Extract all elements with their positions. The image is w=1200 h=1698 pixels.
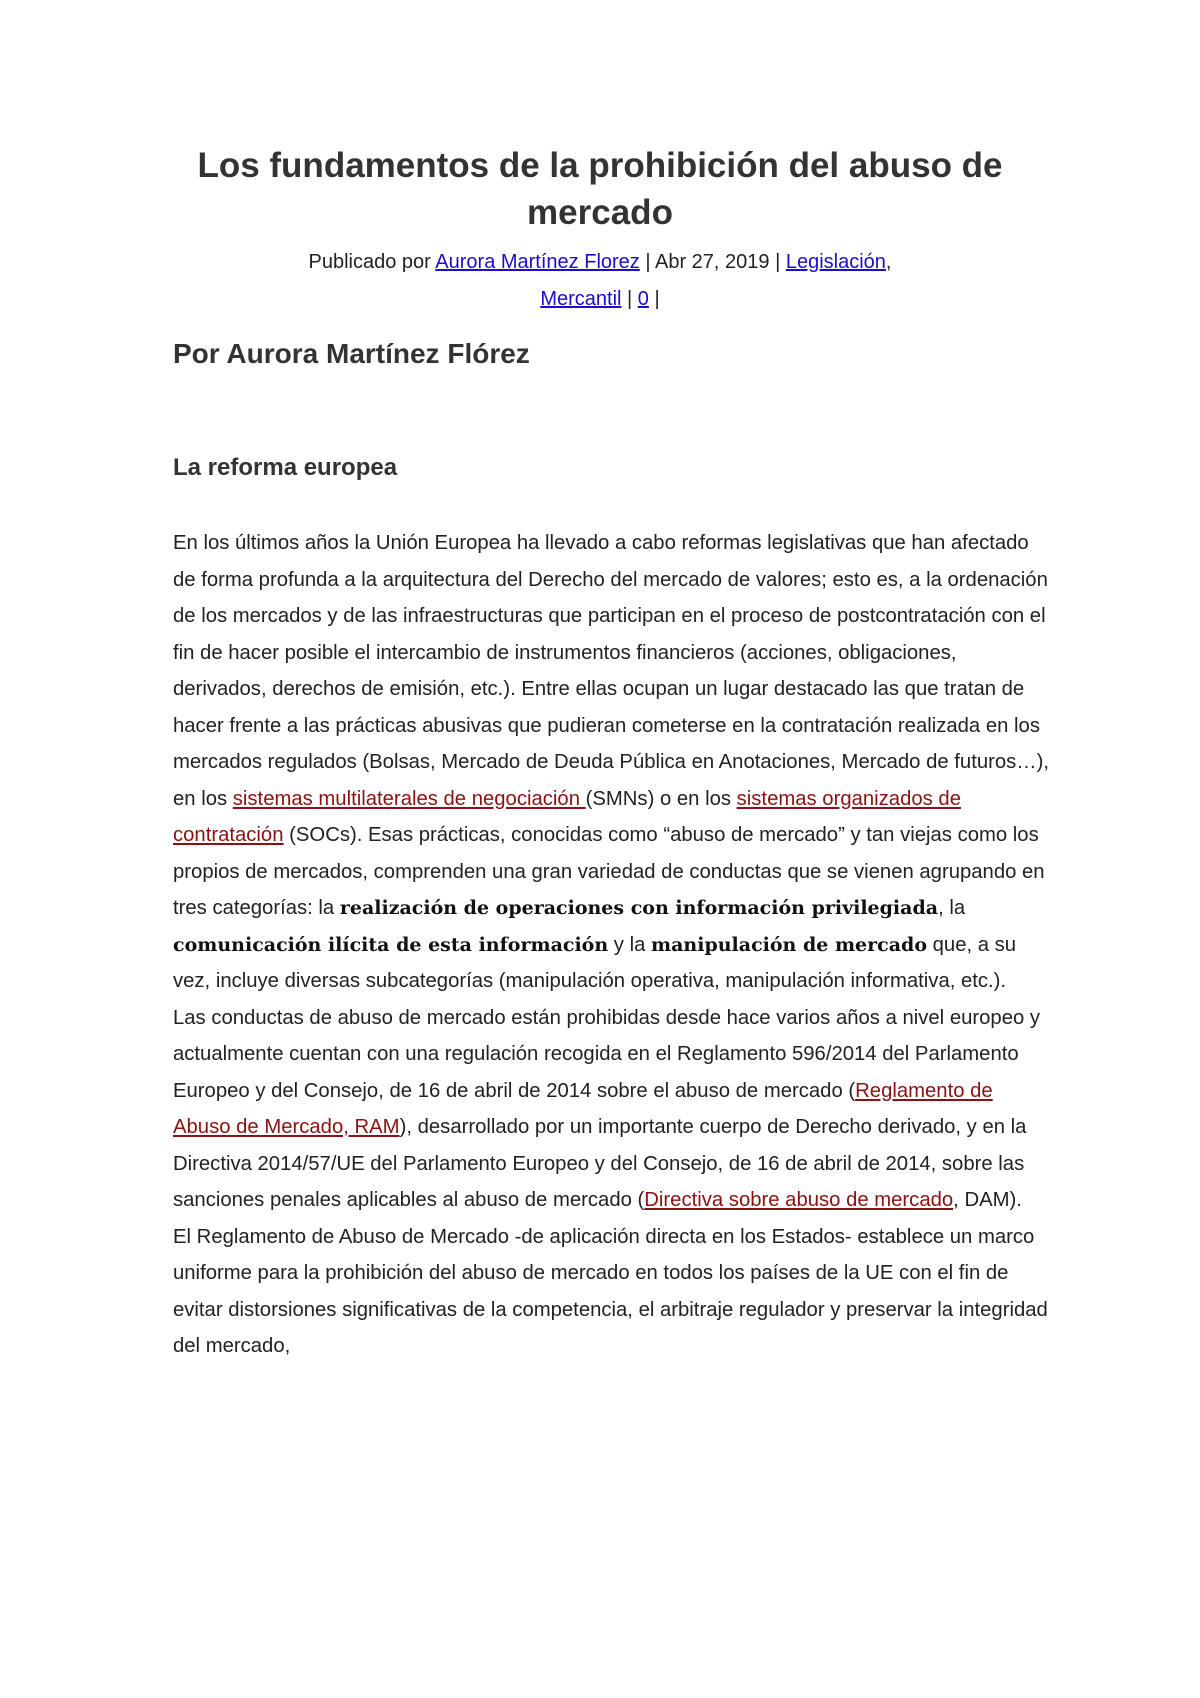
text-run: En los últimos años la Unión Europea ha llevado a cabo reformas legislativas que han afectado de forma profunda a la arquitectura del Derecho del mercado de valores; esto es, a la ordenación de los mercados y de las infraestructuras que participan en el proceso de postcontratación con el fin de hacer posible el intercambio de instrumentos financieros (acciones, obligaciones, derivados, derechos de emisión, etc.). Entre ellas ocupan un lugar destacado las que tratan de hacer frente a las prácticas abusivas que pudieran cometerse en la contratación realizada en los mercados regulados (Bolsas, Mercado de Deuda Pública en Anotaciones, Mercado de futuros…), en los	[173, 532, 1049, 810]
bold-term-insider-dealing: realización de operaciones con información privilegiada	[339, 897, 939, 919]
author-link[interactable]: Aurora Martínez Florez	[435, 251, 640, 273]
link-soc[interactable]: sistemas organizados de contratación	[173, 787, 961, 846]
link-ram[interactable]: Reglamento de Abuso de Mercado, RAM	[173, 1079, 993, 1138]
paragraph-1	[173, 525, 1053, 1000]
article-body	[173, 525, 1053, 1365]
text-run: y la	[608, 933, 651, 956]
author-byline: Por Aurora Martínez Flórez	[173, 338, 530, 369]
category-link-mercantil[interactable]: Mercantil	[540, 288, 622, 310]
section-heading: La reforma europea	[173, 454, 398, 481]
comments-count-link[interactable]: 0	[637, 288, 649, 310]
bold-term-unlawful-disclosure: comunicación ilícita de esta información	[173, 933, 609, 956]
text-run: El Reglamento de Abuso de Mercado -de aplicación directa en los Estados- establece un marco uniforme para la prohibición del abuso de mercado en todos los países de la UE con el fin de evitar distorsiones significativas de la competencia, el arbitraje regulador y preservar la integridad del mercado,	[173, 1225, 1048, 1357]
meta-separator-end: |	[648, 288, 660, 310]
link-dam[interactable]: Directiva sobre abuso de mercado	[644, 1189, 954, 1211]
text-run: , DAM).	[953, 1189, 1022, 1211]
paragraph-2	[173, 1000, 1053, 1219]
post-meta	[300, 244, 900, 318]
date-text: | Abr 27, 2019 |	[639, 251, 786, 273]
text-run: , la	[938, 897, 966, 919]
paragraph-3	[173, 1219, 1053, 1365]
text-run: que, a su vez, incluye diversas subcategorías (manipulación operativa, manipulación informativa, etc.).	[173, 933, 1017, 992]
text-run: ), desarrollado por un importante cuerpo de Derecho derivado, y en la Directiva 2014/57/UE del Parlamento Europeo y del Consejo, de 16 de abril de 2014, sobre las sanciones penales aplicables al abuso de mercado (	[173, 1116, 1027, 1211]
text-run: (SOCs). Esas prácticas, conocidas como “abuso de mercado” y tan viejas como los propios de mercados, comprenden una gran variedad de conductas que se vienen agrupando en tres categorías: la	[173, 824, 1045, 919]
article-title: Los fundamentos de la prohibición del abuso de mercado	[197, 146, 1003, 232]
category-separator: ,	[885, 251, 892, 273]
text-run: Las conductas de abuso de mercado están prohibidas desde hace varios años a nivel europeo y actualmente cuentan con una regulación recogida en el Reglamento 596/2014 del Parlamento Europeo y del Consejo, de 16 de abril de 2014 sobre el abuso de mercado (	[173, 1006, 1041, 1102]
bold-term-market-manipulation: manipulación de mercado	[651, 933, 927, 956]
text-run: (SMNs) o en los	[585, 787, 737, 810]
meta-separator: |	[621, 288, 638, 310]
category-link-legislacion[interactable]: Legislación	[785, 251, 886, 273]
published-by-text: Publicado por	[308, 251, 436, 273]
link-smn[interactable]: sistemas multilaterales de negociación	[232, 787, 586, 810]
